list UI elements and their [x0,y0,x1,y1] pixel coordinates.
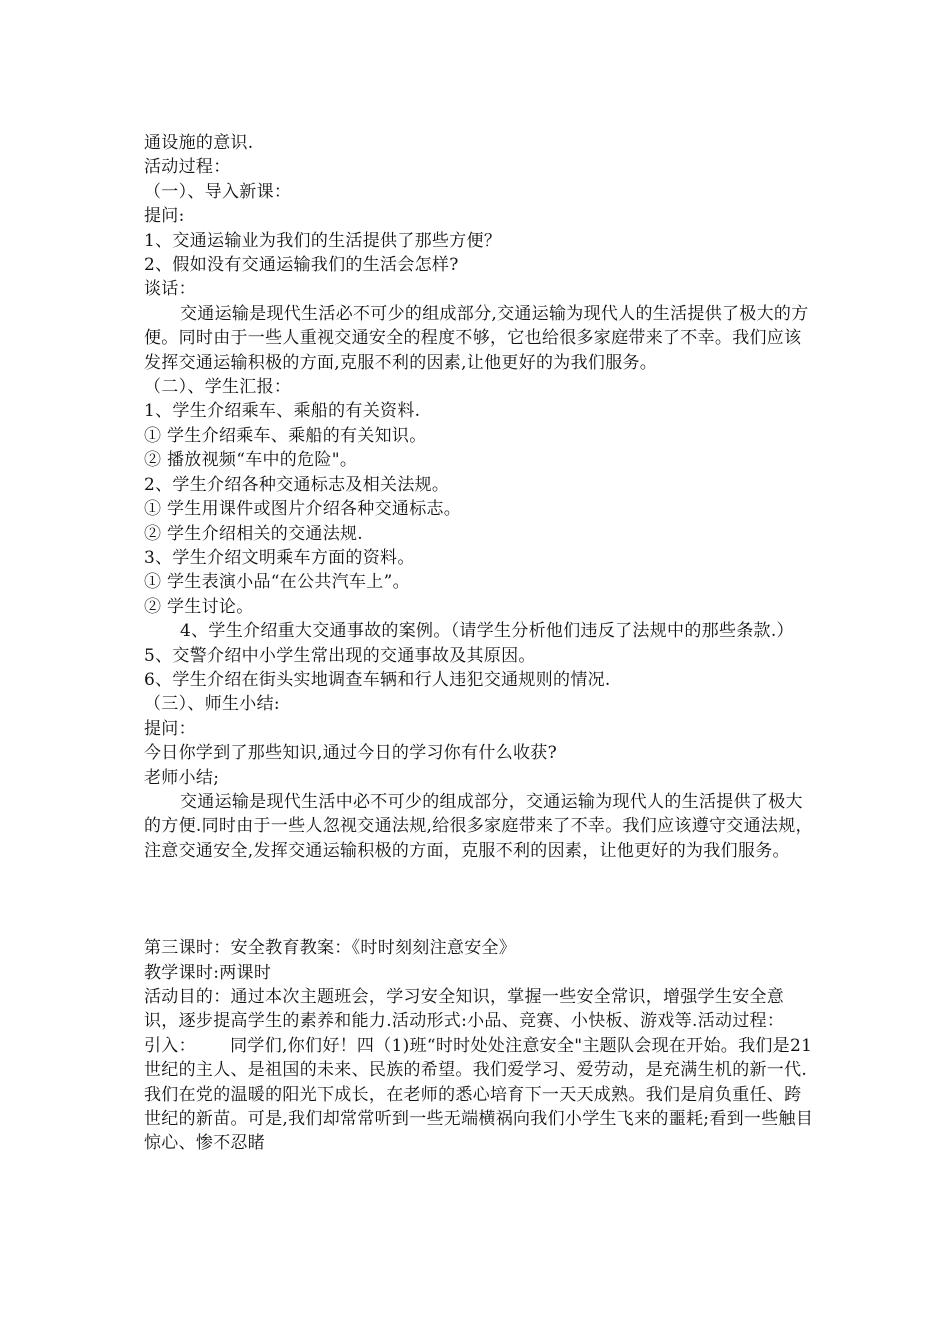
talk-paragraph: 交通运输是现代生活必不可少的组成部分,交通运输为现代人的生活提供了极大的方便。同时由于一些人重视交通安全的程度不够，它也给很多家庭带来了不幸。我们应该发挥交通运输积极的方面,克服不利的因素,让他更好的为我们服务。 [144,303,809,373]
ask-label-2: 提问： [144,718,196,739]
report-2b: ② 学生介绍相关的交通法规. [144,523,364,544]
ask-label-1: 提问: [144,206,185,227]
report-3b: ② 学生讨论。 [144,596,254,617]
lesson-title: 第三课时：安全教育教案：《时时刻刻注意安全》 [144,938,517,959]
report-5: 5、交警介绍中小学生常出现的交通事故及其原因。 [144,645,536,666]
report-3: 3、学生介绍文明乘车方面的资料。 [144,547,415,568]
report-2a: ① 学生用课件或图片介绍各种交通标志。 [144,499,462,520]
report-1: 1、学生介绍乘车、乘船的有关资料. [144,401,421,422]
teacher-summary-label: 老师小结; [144,767,220,788]
process-label: 活动过程： [144,157,231,178]
report-4: 4、学生介绍重大交通事故的案例。（请学生分析他们违反了法规中的那些条款.） [180,621,794,642]
report-6: 6、学生介绍在街头实地调查车辆和行人违犯交通规则的情况. [144,669,611,690]
lesson-body: 活动目的：通过本次主题班会，学习安全知识，掌握一些安全常识，增强学生安全意识，逐步提高学生的素养和能力.活动形式:小品、竞赛、小快板、游戏等.活动过程： 引入： 同学们,你们好！四（1)班“时时处处注意安全"主题队会现在开始。我们是21世纪的主人、是祖国的未来、民族的希望。我们爱学习、爱劳动，是充满生机的新一代.我们在党的温暖的阳光下成长，在老师的悉心培育下一天天成熟。我们是肩负重任、跨世纪的新苗。可是,我们却常常听到一些无端横祸向我们小学生飞来的噩耗;看到一些触目惊心、惨不忍睹 [144,987,830,1154]
report-1b: ② 播放视频“车中的危险"。 [144,450,358,471]
line-intro: 通设施的意识. [144,133,254,153]
report-1a: ① 学生介绍乘车、乘船的有关知识。 [144,425,427,446]
summary-question: 今日你学到了那些知识,通过今日的学习你有什么收获? [144,743,558,764]
report-2: 2、学生介绍各种交通标志及相关法规。 [144,474,450,495]
document-body [144,131,830,1156]
report-3a: ① 学生表演小品“在公共汽车上”。 [144,572,410,593]
question-2: 2、假如没有交通运输我们的生活会怎样? [144,255,459,276]
summary-paragraph: 交通运输是现代生活中必不可少的组成部分，交通运输为现代人的生活提供了极大的方便.同时由于一些人忽视交通法规,给很多家庭带来了不幸。我们应该遵守交通法规，注意交通安全,发挥交通运输积极的方面，克服不利的因素，让他更好的为我们服务。 [144,791,813,861]
question-1: 1、交通运输业为我们的生活提供了那些方便？ [144,230,502,251]
lesson-hours: 教学课时:两课时 [144,962,272,983]
section-gap [144,863,814,936]
part2-heading: （二）、学生汇报： [144,377,292,398]
talk-label: 谈话： [144,279,196,300]
part3-heading: （三）、师生小结: [144,694,280,715]
part1-heading: （一）、导入新课： [144,181,292,202]
